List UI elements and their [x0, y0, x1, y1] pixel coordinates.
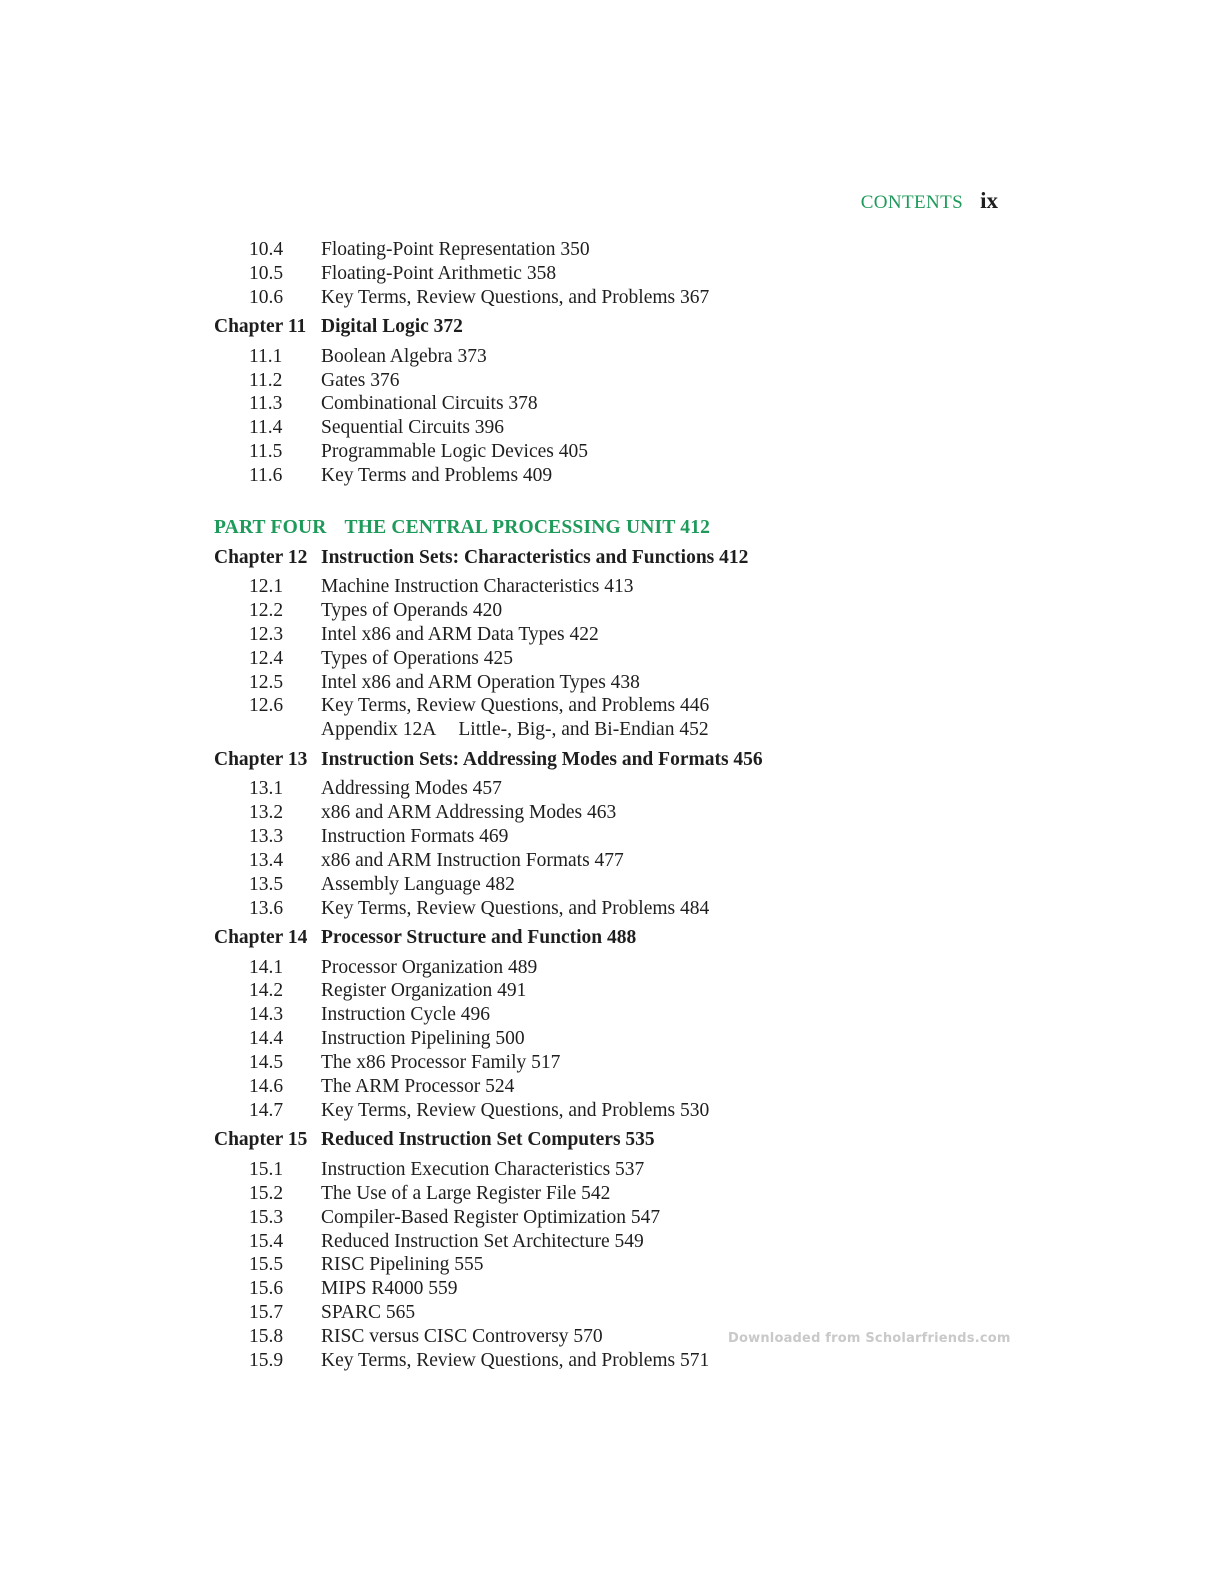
section-number: 11.5: [249, 441, 283, 463]
chapter-11-sections: [214, 345, 1014, 488]
toc-section[interactable]: [214, 369, 1014, 393]
section-title: RISC Pipelining 555: [321, 1254, 484, 1276]
chapter-title: Reduced Instruction Set Computers 535: [321, 1129, 655, 1151]
toc-section[interactable]: [214, 392, 1014, 416]
part-title: THE CENTRAL PROCESSING UNIT 412: [344, 517, 711, 539]
section-number: 13.6: [249, 897, 284, 919]
toc-section[interactable]: [214, 647, 1014, 671]
section-number: 15.7: [249, 1302, 284, 1324]
appendix-title: [321, 718, 709, 742]
chapter-title: Instruction Sets: Characteristics and Functions 412: [321, 546, 749, 568]
chapter-label: Chapter 12: [214, 546, 308, 568]
section-title: Instruction Formats 469: [321, 826, 509, 848]
section-number: 11.6: [249, 465, 283, 487]
section-number: 15.6: [249, 1278, 284, 1300]
section-title: Instruction Pipelining 500: [321, 1028, 525, 1050]
section-number: 15.8: [249, 1326, 284, 1348]
page-number: ix: [980, 188, 998, 213]
chapter-11-heading[interactable]: [214, 315, 1014, 339]
section-title: Sequential Circuits 396: [321, 417, 505, 439]
section-number: 12.1: [249, 576, 284, 598]
toc-section[interactable]: [214, 286, 1014, 310]
toc-section[interactable]: [214, 849, 1014, 873]
chapter-label: Chapter 11: [214, 316, 307, 338]
toc-section[interactable]: [214, 777, 1014, 801]
section-title: The Use of a Large Register File 542: [321, 1182, 611, 1204]
section-title: Types of Operands 420: [321, 599, 503, 621]
section-number: 11.4: [249, 417, 283, 439]
toc-section[interactable]: [214, 416, 1014, 440]
toc-section[interactable]: [214, 1206, 1014, 1230]
section-title: Gates 376: [321, 369, 400, 391]
part-four-heading[interactable]: [214, 516, 1014, 540]
section-title: x86 and ARM Instruction Formats 477: [321, 849, 624, 871]
toc-section[interactable]: [214, 801, 1014, 825]
section-number: 15.4: [249, 1230, 284, 1252]
section-number: 11.3: [249, 393, 283, 415]
toc-section[interactable]: [214, 623, 1014, 647]
section-number: 12.6: [249, 695, 284, 717]
section-title: Types of Operations 425: [321, 647, 513, 669]
section-number: 11.2: [249, 369, 283, 391]
toc-section[interactable]: [214, 1277, 1014, 1301]
toc-section[interactable]: [214, 1075, 1014, 1099]
toc-section[interactable]: [214, 262, 1014, 286]
section-number: 14.1: [249, 956, 284, 978]
section-title: MIPS R4000 559: [321, 1278, 458, 1300]
section-title: Register Organization 491: [321, 980, 527, 1002]
toc-section[interactable]: [214, 694, 1014, 718]
section-number: 14.5: [249, 1052, 284, 1074]
section-number: 12.2: [249, 599, 284, 621]
section-title: Reduced Instruction Set Architecture 549: [321, 1230, 644, 1252]
section-number: 10.4: [249, 239, 284, 260]
section-number: 12.5: [249, 671, 284, 693]
toc-section[interactable]: [214, 599, 1014, 623]
section-title: x86 and ARM Addressing Modes 463: [321, 802, 617, 824]
chapter-label: Chapter 13: [214, 748, 308, 770]
toc-section[interactable]: [214, 1158, 1014, 1182]
section-number: 14.3: [249, 1004, 284, 1026]
section-number: 12.4: [249, 647, 284, 669]
section-number: 10.6: [249, 286, 284, 308]
section-number: 14.4: [249, 1028, 284, 1050]
section-number: 13.1: [249, 778, 284, 800]
chapter-label: Chapter 14: [214, 927, 308, 949]
section-title: Machine Instruction Characteristics 413: [321, 576, 634, 598]
toc-section[interactable]: [214, 825, 1014, 849]
toc-section[interactable]: [214, 1253, 1014, 1277]
section-number: 15.3: [249, 1206, 284, 1228]
chapter-15-heading[interactable]: [214, 1128, 1014, 1152]
section-number: 15.5: [249, 1254, 284, 1276]
section-number: 13.3: [249, 826, 284, 848]
appendix-label: Appendix 12A: [321, 719, 437, 741]
section-title: Instruction Execution Characteristics 537: [321, 1158, 645, 1180]
section-title: Boolean Algebra 373: [321, 345, 487, 367]
section-title: Processor Organization 489: [321, 956, 538, 978]
toc-section[interactable]: [214, 979, 1014, 1003]
section-title: Programmable Logic Devices 405: [321, 441, 588, 463]
toc-section[interactable]: [214, 1051, 1014, 1075]
toc-section[interactable]: [214, 1027, 1014, 1051]
toc-section[interactable]: [214, 464, 1014, 488]
part-label: PART FOUR: [214, 517, 327, 539]
chapter-label: Chapter 15: [214, 1129, 308, 1151]
section-title: Key Terms and Problems 409: [321, 465, 553, 487]
section-title: Floating-Point Representation 350: [321, 239, 590, 260]
toc-section[interactable]: [214, 897, 1014, 921]
toc-section[interactable]: [214, 440, 1014, 464]
section-title: Compiler-Based Register Optimization 547: [321, 1206, 661, 1228]
section-number: 15.9: [249, 1349, 284, 1371]
watermark: Downloaded from Scholarfriends.com: [728, 1331, 1011, 1346]
toc-section[interactable]: [214, 1230, 1014, 1254]
section-title: Key Terms, Review Questions, and Problems 446: [321, 695, 710, 717]
toc-section[interactable]: [214, 1301, 1014, 1325]
section-title: Key Terms, Review Questions, and Problems 530: [321, 1099, 710, 1121]
section-title: Intel x86 and ARM Operation Types 438: [321, 671, 640, 693]
section-title: Floating-Point Arithmetic 358: [321, 262, 557, 284]
section-number: 15.2: [249, 1182, 284, 1204]
chapter-12-sections: [214, 575, 1014, 742]
toc-section[interactable]: [214, 1099, 1014, 1123]
toc-section[interactable]: [214, 238, 1014, 262]
appendix-name: Little-, Big-, and Bi-Endian 452: [458, 719, 709, 741]
chapter-title: Instruction Sets: Addressing Modes and Formats 456: [321, 748, 763, 770]
toc-section[interactable]: [214, 1349, 1014, 1373]
section-title: Key Terms, Review Questions, and Problems 367: [321, 286, 710, 308]
section-title: SPARC 565: [321, 1302, 416, 1324]
section-number: 14.2: [249, 980, 284, 1002]
section-number: 13.4: [249, 849, 284, 871]
section-title: Key Terms, Review Questions, and Problems 484: [321, 897, 710, 919]
chapter-13-sections: [214, 777, 1014, 920]
section-title: Key Terms, Review Questions, and Problems 571: [321, 1349, 710, 1371]
chapter-14-heading[interactable]: [214, 926, 1014, 950]
toc-section[interactable]: [214, 873, 1014, 897]
toc-section[interactable]: [214, 1003, 1014, 1027]
section-number: 10.5: [249, 262, 284, 284]
section-title: Combinational Circuits 378: [321, 393, 538, 415]
toc-section[interactable]: [214, 671, 1014, 695]
chapter-title: Digital Logic 372: [321, 316, 463, 338]
section-title: The x86 Processor Family 517: [321, 1052, 561, 1074]
running-head: [861, 188, 998, 214]
toc-section[interactable]: [214, 1182, 1014, 1206]
chapter-title: Processor Structure and Function 488: [321, 927, 637, 949]
section-number: 14.7: [249, 1099, 284, 1121]
section-title: RISC versus CISC Controversy 570: [321, 1326, 603, 1348]
toc-section[interactable]: [214, 575, 1014, 599]
section-title: The ARM Processor 524: [321, 1076, 515, 1098]
toc-appendix[interactable]: [214, 718, 1014, 742]
chapter-10-sections: [214, 238, 1014, 310]
chapter-13-heading[interactable]: [214, 748, 1014, 772]
section-number: 13.2: [249, 802, 284, 824]
running-head-label: CONTENTS: [860, 192, 964, 213]
table-of-contents: [214, 238, 1014, 1373]
section-title: Intel x86 and ARM Data Types 422: [321, 623, 599, 645]
section-title: Assembly Language 482: [321, 873, 515, 895]
toc-section[interactable]: [214, 956, 1014, 980]
section-number: 11.1: [249, 345, 283, 367]
section-number: 13.5: [249, 873, 284, 895]
section-number: 14.6: [249, 1076, 284, 1098]
chapter-14-sections: [214, 956, 1014, 1123]
section-number: 15.1: [249, 1158, 284, 1180]
toc-section[interactable]: [214, 345, 1014, 369]
section-title: Addressing Modes 457: [321, 778, 502, 800]
section-number: 12.3: [249, 623, 284, 645]
chapter-12-heading[interactable]: [214, 546, 1014, 570]
section-title: Instruction Cycle 496: [321, 1004, 490, 1026]
